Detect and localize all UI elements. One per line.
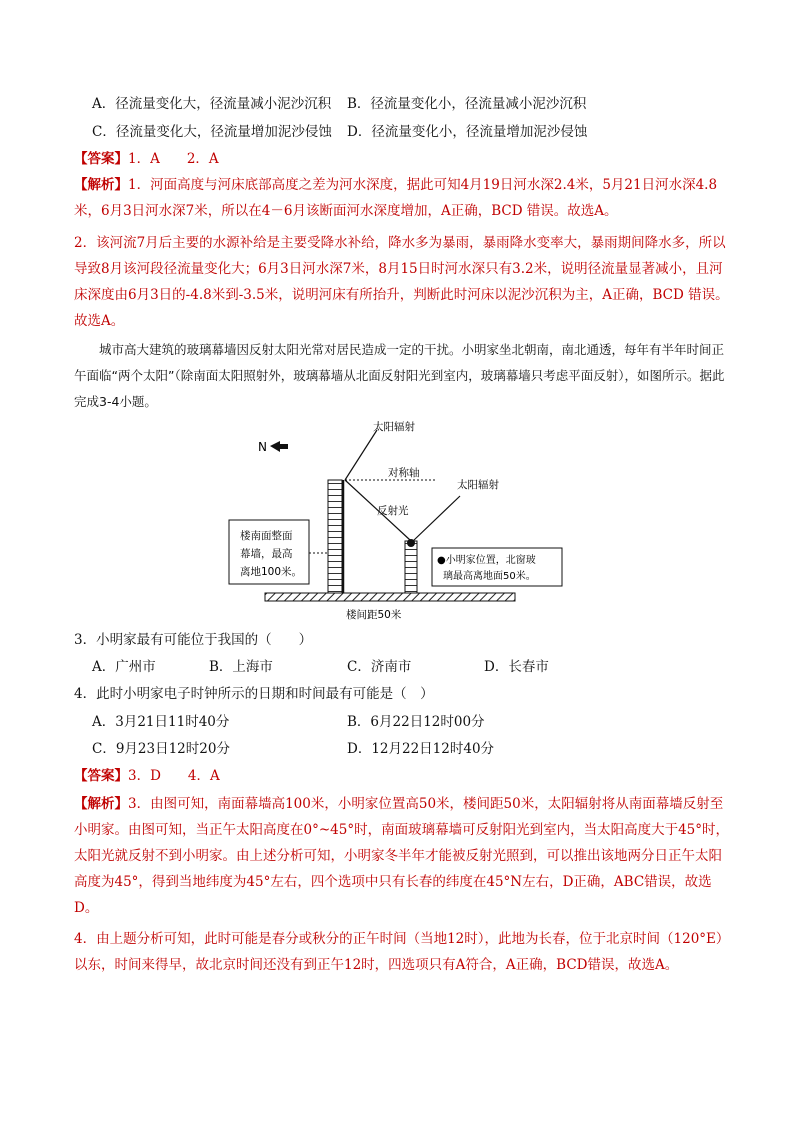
answer-tag: 【答案】 xyxy=(74,151,128,167)
tall-building xyxy=(328,480,342,593)
north-label: N xyxy=(258,440,267,454)
sun-ray-1 xyxy=(345,430,377,480)
option-a: A．径流量变化大，径流量减小泥沙沉积 xyxy=(92,96,332,112)
right-box-line-1: ●小明家位置，北窗玻 xyxy=(437,555,536,566)
analysis-tag: 【解析】 xyxy=(74,177,128,193)
question-3-stem: 3．小明家最有可能位于我国的（ ） xyxy=(74,632,313,648)
reflected-light-label: 反射光 xyxy=(377,505,409,517)
xiaoming-building xyxy=(405,541,417,593)
analysis-block-1 xyxy=(74,172,734,224)
q4-option-c: C．9月23日12时20分 xyxy=(92,741,230,757)
option-c: C．径流量变化大，径流量增加泥沙侵蚀 xyxy=(92,124,332,140)
q3-option-c: C．济南市 xyxy=(347,659,412,675)
left-box-line-3: 离地100米。 xyxy=(240,566,303,578)
q4-option-b: B．6月22日12时00分 xyxy=(347,714,485,730)
left-box-line-2: 幕墙，最高 xyxy=(240,548,293,560)
answer-block-2 xyxy=(74,766,220,786)
analysis-paragraph-4: 4．由上题分析可知，此时可能是春分或秋分的正午时间（当地12时），此地为长春，位于北京时间（120°E）以东，时间来得早，故北京时间还没有到正午12时，四选项只有A符合，A正确，BCD错误，故选A。 xyxy=(74,931,730,973)
material-intro: 城市高大建筑的玻璃幕墙因反射太阳光常对居民造成一定的干扰。小明家坐北朝南，南北通透，每年有半年时间正午面临“两个太阳”（除南面太阳照射外，玻璃幕墙从北面反射阳光到室内，玻璃幕墙只考虑平面反射），如图所示。据此完成3-4小题。 xyxy=(74,342,725,409)
right-box-line-2: 璃最高离地面50米。 xyxy=(443,571,536,582)
analysis-tag: 【解析】 xyxy=(74,796,128,812)
sun-radiation-label-1: 太阳辐射 xyxy=(373,421,415,433)
analysis-block-2 xyxy=(74,791,734,921)
q3-option-b: B．上海市 xyxy=(209,659,273,675)
sun-ray-2 xyxy=(413,496,460,541)
option-d: D．径流量变化小，径流量增加泥沙侵蚀 xyxy=(347,124,588,140)
q3-option-a: A．广州市 xyxy=(92,659,156,675)
symmetry-axis-label: 对称轴 xyxy=(388,467,420,479)
q3-option-d: D．长春市 xyxy=(484,659,549,675)
question-4-stem: 4．此时小明家电子时钟所示的日期和时间最有可能是（ ） xyxy=(74,686,434,702)
q4-option-d: D．12月22日12时40分 xyxy=(347,741,495,757)
analysis-paragraph-3: 3．由图可知，南面幕墙高100米，小明家位置高50米，楼间距50米，太阳辐射将从南面幕墙反射至小明家。由图可知，当正午太阳高度在0°~45°时，南面玻璃幕墙可反射阳光到室内，当太阳高度大于45°时，太阳光就反射不到小明家。由上述分析可知，小明家冬半年才能被反射光照到，可以推出该地两分日正午太阳高度为45°，得到当地纬度为45°左右，四个选项中只有长春的纬度在45°N左右，D正确，ABC错误，故选D。 xyxy=(74,796,730,916)
left-box-line-1: 楼南面整面 xyxy=(240,530,293,542)
sun-radiation-label-2: 太阳辐射 xyxy=(457,479,499,491)
answer-tag: 【答案】 xyxy=(74,768,128,784)
ground xyxy=(265,593,515,601)
building-spacing-label: 楼间距50米 xyxy=(346,609,402,621)
north-arrow-icon xyxy=(270,441,288,452)
answer-value: 1．A 2．A xyxy=(128,151,219,167)
option-b: B．径流量变化小，径流量减小泥沙沉积 xyxy=(347,96,587,112)
q4-option-a: A．3月21日11时40分 xyxy=(92,714,230,730)
glass-curtain-figure xyxy=(0,418,794,628)
analysis-paragraph-1: 1．河面高度与河床底部高度之差为河水深度，据此可知4月19日河水深2.4米，5月21日河水深4.8米，6月3日河水深7米，所以在4－6月该断面河水深度增加，A正确，BCD 错误。故选A。 xyxy=(74,177,718,219)
answer-value: 3．D 4．A xyxy=(128,768,220,784)
analysis-paragraph-2: 2．该河流7月后主要的水源补给是主要受降水补给，降水多为暴雨，暴雨降水变率大，暴雨期间降水多，所以导致8月该河段径流量变化大；6月3日河水深7米，8月15日时河水深只有3.2米，说明径流量显著减小，且河床深度由6月3日的-4.8米到-3.5米，说明河床有所抬升，判断此时河床以泥沙沉积为主，A正确，BCD 错误。故选A。 xyxy=(74,235,729,329)
answer-block-1 xyxy=(74,149,219,169)
